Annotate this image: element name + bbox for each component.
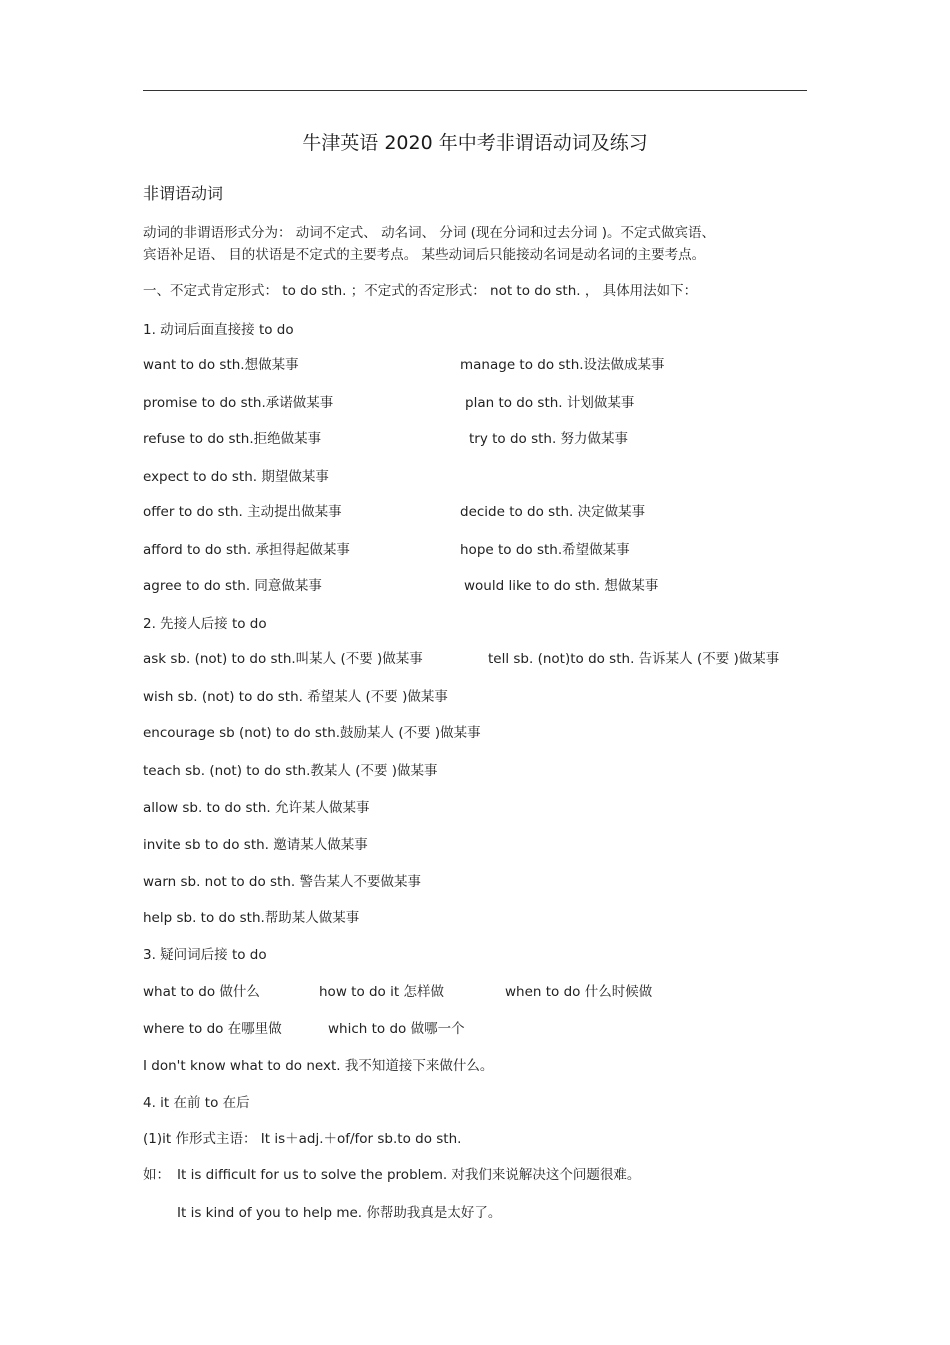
question-word-item: how to do it 怎样做 <box>319 984 444 1000</box>
verb-left: promise to do sth.承诺做某事 <box>143 395 334 411</box>
sub2-heading: 2. 先接人后接 to do <box>143 616 267 632</box>
verb-right: would like to do sth. 想做某事 <box>464 578 659 594</box>
question-word-item: which to do 做哪一个 <box>328 1021 465 1037</box>
pattern-item: help sb. to do sth.帮助某人做某事 <box>143 910 360 926</box>
verb-left: agree to do sth. 同意做某事 <box>143 578 322 594</box>
intro-line-2: 宾语补足语、 目的状语是不定式的主要考点。 某些动词后只能接动名词是动名词的主要考点。 <box>143 247 706 263</box>
section-heading: 非谓语动词 <box>143 184 224 203</box>
verb-left: offer to do sth. 主动提出做某事 <box>143 504 342 520</box>
verb-right: plan to do sth. 计划做某事 <box>465 395 635 411</box>
question-word-item: when to do 什么时候做 <box>505 984 653 1000</box>
part-one-heading: 一、不定式肯定形式： to do sth. ；不定式的否定形式： not to do sth. ， 具体用法如下： <box>143 283 698 299</box>
example-sentence: I don't know what to do next. 我不知道接下来做什么。 <box>143 1058 494 1074</box>
verb-right: try to do sth. 努力做某事 <box>469 431 629 447</box>
verb-right: decide to do sth. 决定做某事 <box>460 504 646 520</box>
pattern-item: encourage sb (not) to do sth.鼓励某人 (不要 )做某事 <box>143 725 481 741</box>
pattern-item: ask sb. (not) to do sth.叫某人 (不要 )做某事 <box>143 651 423 667</box>
question-word-item: where to do 在哪里做 <box>143 1021 282 1037</box>
pattern-item: invite sb to do sth. 邀请某人做某事 <box>143 837 368 853</box>
pattern-item: tell sb. (not)to do sth. 告诉某人 (不要 )做某事 <box>488 651 780 667</box>
verb-left: want to do sth.想做某事 <box>143 357 299 373</box>
example-sentence: It is difficult for us to solve the problem. 对我们来说解决这个问题很难。 <box>177 1167 641 1183</box>
document-title: 牛津英语 2020 年中考非谓语动词及练习 <box>302 132 648 154</box>
header-rule <box>143 90 807 91</box>
sub4-heading: 4. it 在前 to 在后 <box>143 1095 250 1111</box>
formal-subject-pattern: (1)it 作形式主语： It is＋adj.＋of/for sb.to do sth. <box>143 1131 462 1147</box>
verb-left: expect to do sth. 期望做某事 <box>143 469 329 485</box>
pattern-item: teach sb. (not) to do sth.教某人 (不要 )做某事 <box>143 763 438 779</box>
sub3-heading: 3. 疑问词后接 to do <box>143 947 267 963</box>
pattern-item: wish sb. (not) to do sth. 希望某人 (不要 )做某事 <box>143 689 448 705</box>
verb-left: afford to do sth. 承担得起做某事 <box>143 542 350 558</box>
intro-line-1: 动词的非谓语形式分为： 动词不定式、 动名词、 分词 (现在分词和过去分词 )。不定式做宾语、 <box>143 225 715 241</box>
verb-right: hope to do sth.希望做某事 <box>460 542 630 558</box>
sub1-heading: 1. 动词后面直接接 to do <box>143 322 294 338</box>
verb-left: refuse to do sth.拒绝做某事 <box>143 431 322 447</box>
pattern-item: warn sb. not to do sth. 警告某人不要做某事 <box>143 874 421 890</box>
example-sentence: It is kind of you to help me. 你帮助我真是太好了。 <box>177 1205 502 1221</box>
pattern-item: allow sb. to do sth. 允许某人做某事 <box>143 800 370 816</box>
question-word-item: what to do 做什么 <box>143 984 260 1000</box>
example-prefix: 如： <box>143 1167 170 1183</box>
verb-right: manage to do sth.设法做成某事 <box>460 357 665 373</box>
